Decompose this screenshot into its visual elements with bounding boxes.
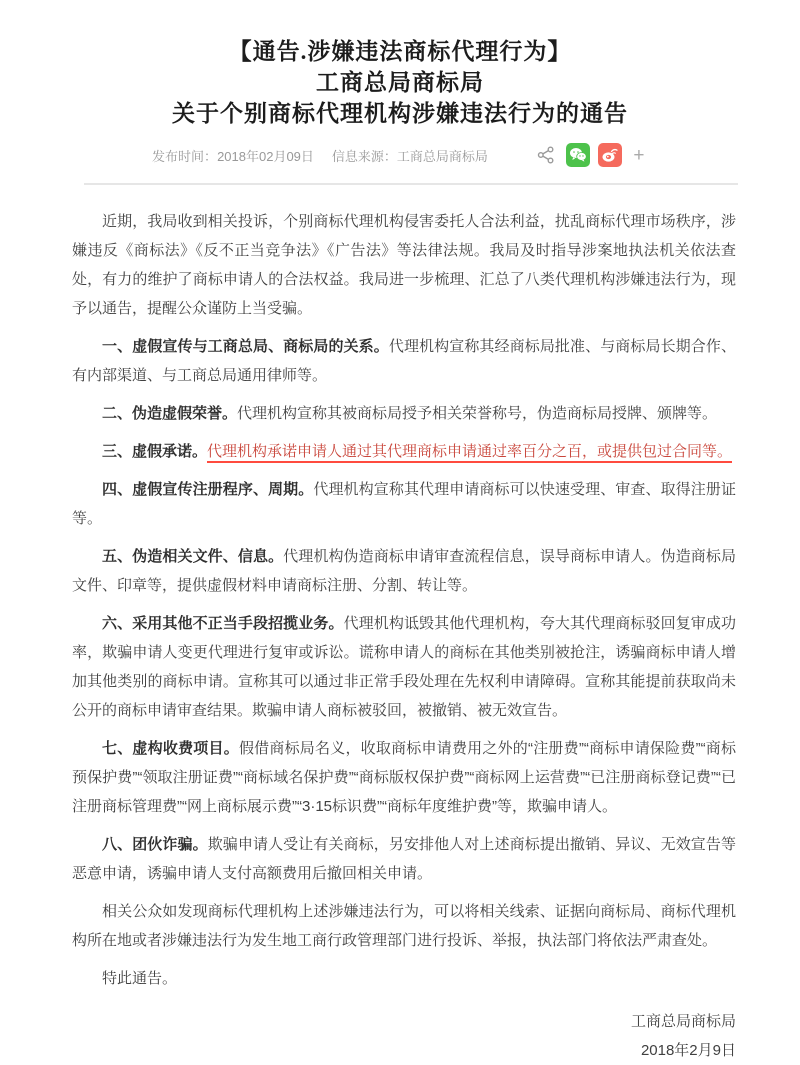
section-1-heading: 一、虚假宣传与工商总局、商标局的关系。: [102, 338, 389, 355]
signature-block: [72, 1007, 736, 1065]
wechat-share-button[interactable]: [566, 143, 590, 167]
share-button[interactable]: [534, 143, 558, 167]
info-source-value: 工商总局商标局: [396, 148, 488, 164]
section-4-heading: 四、虚假宣传注册程序、周期。: [102, 481, 314, 498]
section-1: [72, 332, 736, 390]
section-8-heading: 八、团伙诈骗。: [102, 836, 208, 853]
more-share-button[interactable]: [630, 143, 648, 167]
section-6-text: 代理机构诋毁其他代理机构，夸大其代理商标驳回复审成功率，欺骗申请人变更代理进行复审或诉讼。谎称申请人的商标在其他类别被抢注，诱骗商标申请人增加其他类别的商标申请。宣称其可以通过非正常手段处理在先权利申请障碍。宣称其能提前获取尚未公开的商标申请审查结果。欺骗申请人商标被驳回，被撤销、被无效宣告。: [72, 615, 736, 719]
section-4-text: 代理机构宣称其代理申请商标可以快速受理、审查、取得注册证等。: [72, 481, 736, 527]
divider-line: [84, 183, 738, 185]
section-8: [72, 830, 736, 888]
signature-org: 工商总局商标局: [630, 1013, 736, 1030]
section-6: [72, 609, 736, 725]
info-source-label: 信息来源：: [331, 148, 397, 164]
notice-title: [0, 0, 800, 129]
section-2: [72, 399, 736, 428]
section-5-heading: 五、伪造相关文件、信息。: [102, 548, 284, 565]
notice-body: [72, 207, 736, 1065]
section-6-heading: 六、采用其他不正当手段招揽业务。: [102, 615, 344, 632]
weibo-share-button[interactable]: [598, 143, 622, 167]
info-source: [332, 146, 488, 165]
section-7-text: 假借商标局名义，收取商标申请费用之外的“注册费”“商标申请保险费”“商标预保护费”“领取注册证费”“商标域名保护费”“商标版权保护费”“商标网上运营费”“已注册商标登记费”“已注册商标管理费”“网上商标展示费”“3·15标识费”“商标年度维护费”等，欺骗申请人。: [72, 740, 736, 815]
section-2-text: 代理机构宣称其被商标局授予相关荣誉称号，伪造商标局授牌、颁牌等。: [237, 405, 718, 422]
section-8-text: 欺骗申请人受让有关商标，另安排他人对上述商标提出撤销、异议、无效宣告等恶意申请，诱骗申请人支付高额费用后撤回相关申请。: [72, 836, 736, 882]
publish-time: [152, 146, 314, 165]
closing-line: 特此通告。: [102, 970, 178, 987]
notice-title-subject-line: 关于个别商标代理机构涉嫌违法行为的通告: [172, 101, 628, 126]
notice-title-tag-line: 【通告.涉嫌违法商标代理行为】: [228, 39, 572, 64]
section-3-highlighted-text: 代理机构承诺申请人通过其代理商标申请通过率百分之百，或提供包过合同等。: [207, 443, 732, 463]
notice-title-org-line: 工商总局商标局: [316, 70, 484, 95]
meta-text: [152, 146, 488, 165]
section-7: [72, 734, 736, 821]
meta-row: [0, 143, 800, 167]
publish-time-value: 2018年02月09日: [217, 148, 314, 164]
section-1-text: 代理机构宣称其经商标局批准、与商标局长期合作、有内部渠道、与工商总局通用律师等。: [72, 338, 736, 384]
signature-date: 2018年2月9日: [640, 1042, 736, 1059]
section-7-heading: 七、虚构收费项目。: [102, 740, 239, 757]
wechat-icon: [569, 147, 587, 163]
share-group: [534, 143, 648, 167]
section-4: [72, 475, 736, 533]
outro-paragraph: 相关公众如发现商标代理机构上述涉嫌违法行为，可以将相关线索、证据向商标局、商标代理机构所在地或者涉嫌违法行为发生地工商行政管理部门进行投诉、举报，执法部门将依法严肃查处。: [72, 903, 736, 949]
weibo-icon: [601, 147, 619, 163]
section-2-heading: 二、伪造虚假荣誉。: [102, 405, 238, 422]
plus-icon: +: [633, 144, 645, 166]
section-5: [72, 542, 736, 600]
section-5-text: 代理机构伪造商标申请审查流程信息，误导商标申请人。伪造商标局文件、印章等，提供虚假材料申请商标注册、分割、转让等。: [72, 548, 736, 594]
section-3: [72, 437, 736, 466]
publish-time-label: 发布时间：: [152, 148, 218, 164]
section-3-heading: 三、虚假承诺。: [102, 443, 208, 460]
intro-paragraph: 近期，我局收到相关投诉，个别商标代理机构侵害委托人合法利益，扰乱商标代理市场秩序，涉嫌违反《商标法》《反不正当竞争法》《广告法》等法律法规。我局及时指导涉案地执法机关依法查处，有力的维护了商标申请人的合法权益。我局进一步梳理、汇总了八类代理机构涉嫌违法行为，现予以通告，提醒公众谨防上当受骗。: [72, 213, 736, 317]
share-icon: [537, 146, 555, 164]
